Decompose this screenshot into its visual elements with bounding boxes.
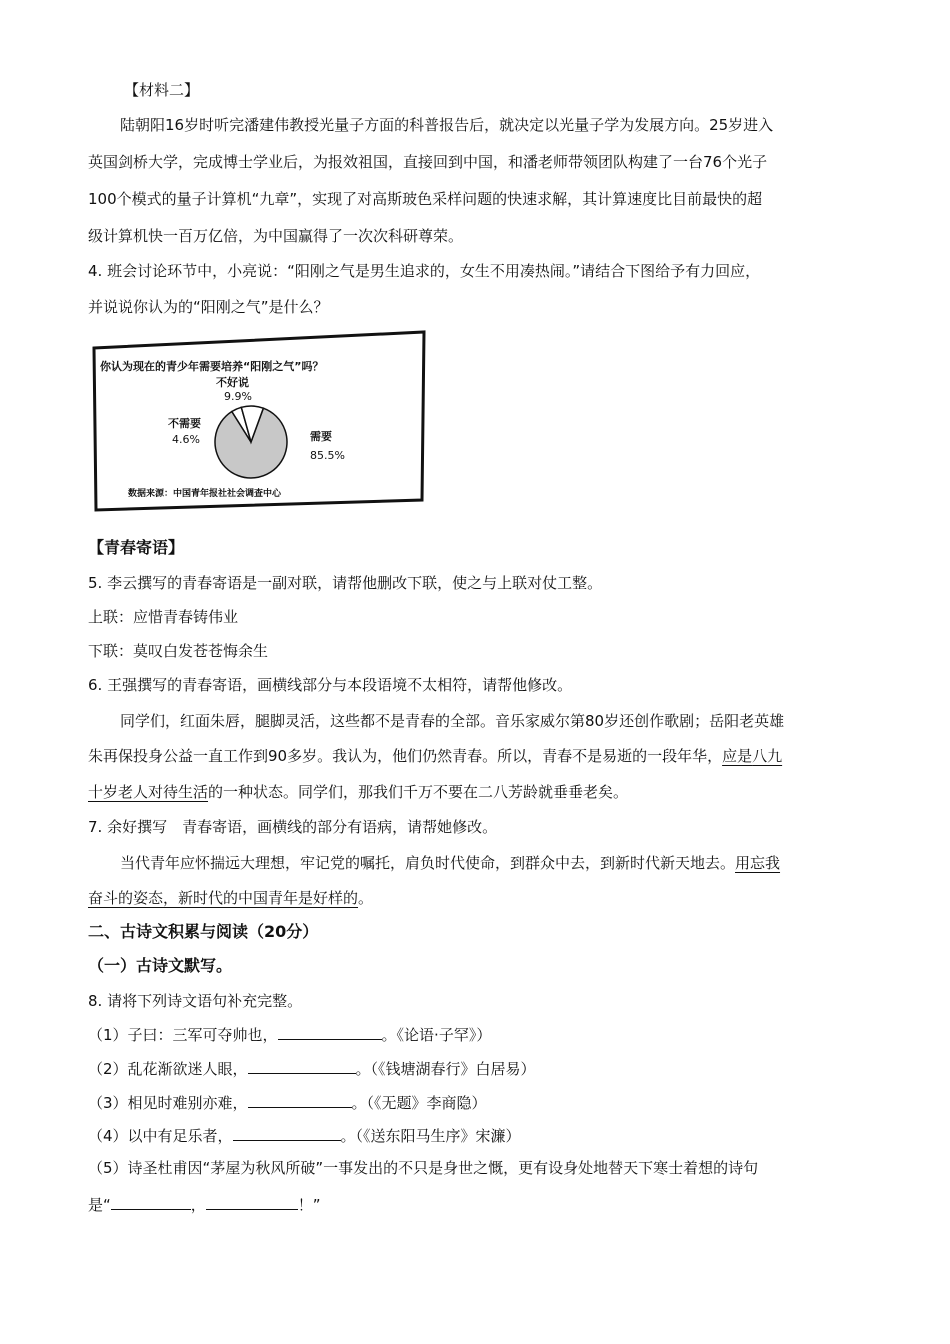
poem-item-5-answer — [88, 1195, 321, 1215]
answer-blank[interactable] — [233, 1126, 341, 1141]
material2-line: 陆朝阳16岁时听完潘建伟教授光量子方面的科普报告后，就决定以光量子学为发展方向。25岁进入 — [120, 116, 774, 134]
question-8-stem: 8. 请将下列诗文语句补充完整。 — [88, 992, 303, 1010]
slice-label-yes: 需要 — [310, 430, 332, 443]
question-7-para — [120, 853, 780, 873]
answer-blank[interactable] — [111, 1195, 191, 1210]
answer-blank[interactable] — [278, 1025, 382, 1040]
section-2-title: 二、古诗文积累与阅读（20分） — [88, 922, 319, 941]
text-span: （3）相见时难别亦难， — [88, 1094, 248, 1112]
text-span: 八九 — [752, 747, 783, 765]
poem-item-4 — [88, 1126, 521, 1146]
material2-line: 100个模式的量子计算机“九章”，实现了对高斯玻色采样问题的快速求解，其计算速度比目前最快的超 — [88, 190, 763, 208]
poem-item-2 — [88, 1059, 536, 1079]
text-span: 。（《无题》李商隐） — [351, 1094, 487, 1112]
text-span: 。 — [358, 889, 374, 907]
slice-value-yes: 85.5% — [310, 449, 345, 462]
chart-source: 数据来源：中国青年报社社会调查中心 — [128, 489, 282, 499]
text-span: 。（《送东阳马生序》宋濂） — [340, 1127, 521, 1145]
underlined-text: 用忘我 — [735, 854, 781, 872]
underlined-text: 应是 — [722, 747, 753, 765]
text-span: 的一种状态。同学们，那我们千万不要在二八芳龄就垂垂老矣。 — [208, 783, 629, 801]
question-4-line: 4. 班会讨论环节中，小亮说：“阳刚之气是男生追求的，女生不用凑热闹。”请结合下图给予有力回应， — [88, 262, 761, 280]
text-span: 。（《钱塘湖春行》白居易） — [355, 1060, 536, 1078]
text-span: 朱再保投身公益一直工作到90多岁。我认为，他们仍然青春。所以，青春不是易逝的一段年华， — [88, 747, 723, 765]
question-7-stem: 7. 余好撰写 青春寄语，画横线的部分有语病，请帮她修改。 — [88, 818, 498, 836]
answer-blank[interactable] — [206, 1195, 298, 1210]
answer-blank[interactable] — [248, 1093, 352, 1108]
question-5-stem: 5. 李云撰写的青春寄语是一副对联，请帮他删改下联，使之与上联对仗工整。 — [88, 574, 603, 592]
poem-item-1 — [88, 1025, 491, 1045]
text-span: 是“ — [88, 1196, 111, 1214]
material2-title: 【材料二】 — [124, 81, 200, 99]
text-span: （2）乱花渐欲迷人眼， — [88, 1060, 248, 1078]
section-youth-title: 【青春寄语】 — [88, 538, 185, 557]
text-span: 。《论语·子罕》） — [381, 1026, 492, 1044]
slice-value-no: 4.6% — [172, 433, 200, 446]
slice-label-no: 不需要 — [168, 417, 201, 430]
section-2-subtitle: （一）古诗文默写。 — [88, 956, 233, 975]
slice-value-unsure: 9.9% — [224, 390, 252, 403]
answer-blank[interactable] — [248, 1059, 356, 1074]
question-4-line: 并说说你认为的“阳刚之气”是什么？ — [88, 298, 329, 316]
text-span: ， — [190, 1196, 206, 1214]
couplet-upper: 上联：应惜青春铸伟业 — [88, 608, 239, 626]
slice-label-unsure: 不好说 — [216, 376, 249, 389]
pie-chart-figure — [88, 326, 433, 516]
question-6-stem: 6. 王强撰写的青春寄语，画横线部分与本段语境不太相符，请帮他修改。 — [88, 676, 573, 694]
text-span: 当代青年应怀揣远大理想，牢记党的嘱托，肩负时代使命，到群众中去，到新时代新天地去。 — [120, 854, 736, 872]
pie — [215, 406, 287, 478]
poem-item-3 — [88, 1093, 487, 1113]
chart-title: 你认为现在的青少年需要培养“阳刚之气”吗？ — [100, 360, 324, 373]
underlined-text: 十岁老人对待生活 — [88, 783, 209, 801]
text-span: ！” — [297, 1196, 321, 1214]
poem-item-5: （5）诗圣杜甫因“茅屋为秋风所破”一事发出的不只是身世之慨，更有设身处地替天下寒士着想的诗句 — [88, 1159, 759, 1177]
material2-line: 英国剑桥大学，完成博士学业后，为报效祖国，直接回到中国，和潘老师带领团队构建了一台76个光子 — [88, 153, 768, 171]
question-6-para: 同学们，红面朱唇，腿脚灵活，这些都不是青春的全部。音乐家威尔第80岁还创作歌剧；岳阳老英雄 — [120, 712, 785, 730]
question-6-para — [88, 746, 782, 766]
question-6-para — [88, 782, 628, 802]
couplet-lower: 下联：莫叹白发苍苍悔余生 — [88, 642, 269, 660]
text-span: （4）以中有足乐者， — [88, 1127, 233, 1145]
text-span: （1）子曰：三军可夺帅也， — [88, 1026, 278, 1044]
question-7-para — [88, 888, 373, 908]
material2-line: 级计算机快一百万亿倍，为中国赢得了一次次科研尊荣。 — [88, 227, 464, 245]
underlined-text: 奋斗的姿态，新时代的中国青年是好样的 — [88, 889, 359, 907]
